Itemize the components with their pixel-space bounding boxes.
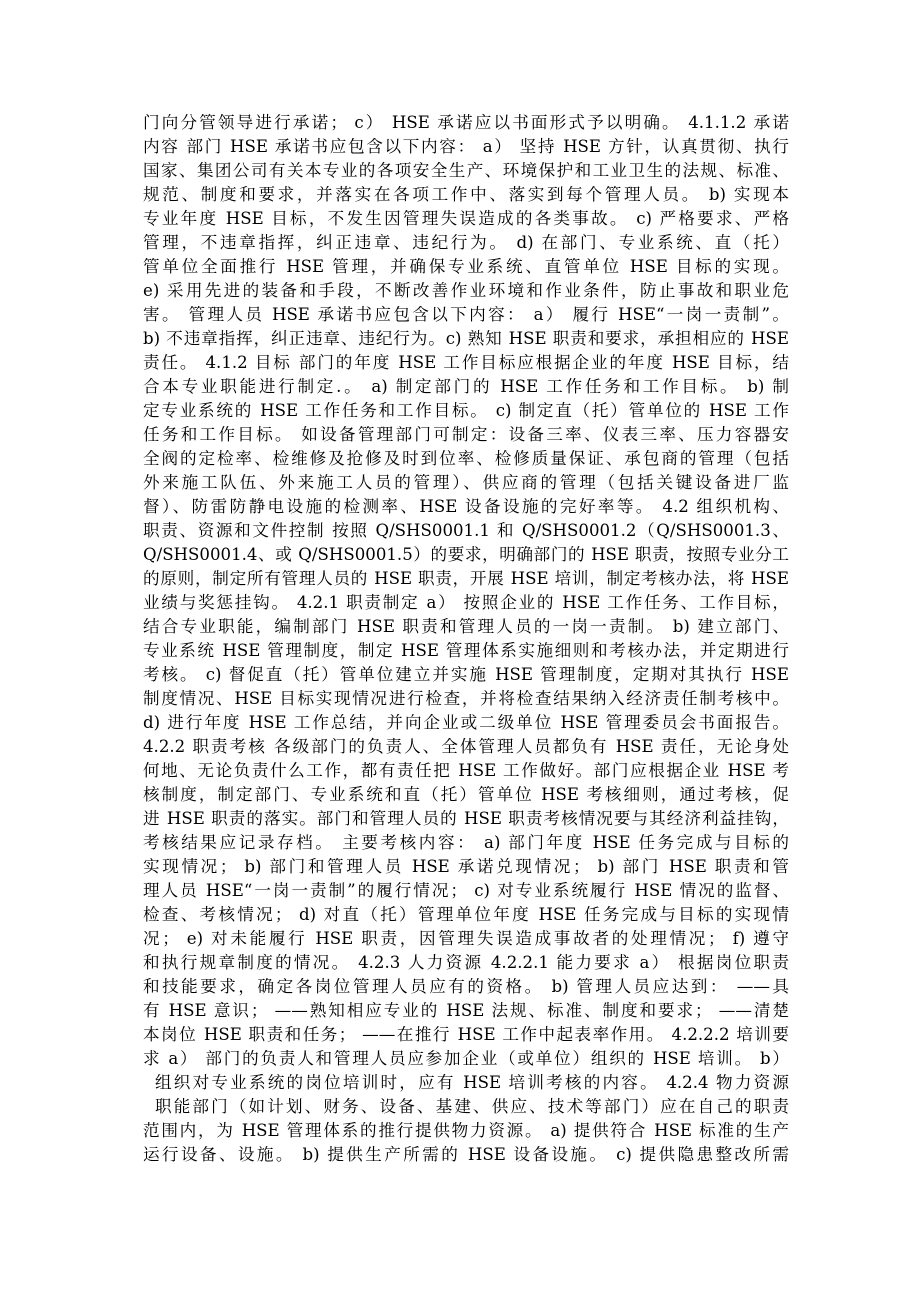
text-line: 专业年度 HSE 目标，不发生因管理失误造成的各类事故。 c) 严格要求、严格 [143,209,789,228]
text-line: d) 进行年度 HSE 工作总结，并向企业或二级单位 HSE 管理委员会书面报告。 [143,713,789,732]
text-line: 运行设备、设施。 b) 提供生产所需的 HSE 设备设施。 c) 提供隐患整改所需 [143,1145,789,1164]
text-line: Q/SHS0001.4、或 Q/SHS0001.5）的要求，明确部门的 HSE 职责，按照专业分工 [143,545,789,564]
text-line: 责任。 4.1.2 目标 部门的年度 HSE 工作目标应根据企业的年度 HSE 目标，结 [143,353,789,372]
text-line: 实现情况； b) 部门和管理人员 HSE 承诺兑现情况； b) 部门 HSE 职责和管 [143,857,789,876]
text-line: 害。 管理人员 HSE 承诺书应包含以下内容： a） 履行 HSE“一岗一责制”。 [143,305,789,324]
text-line: 和执行规章制度的情况。 4.2.3 人力资源 4.2.2.1 能力要求 a） 根据岗位职责 [143,953,789,972]
text-line: 组织对专业系统的岗位培训时，应有 HSE 培训考核的内容。 4.2.4 物力资源 [155,1073,789,1092]
text-line: 定专业系统的 HSE 工作任务和工作目标。 c) 制定直（托）管单位的 HSE 工作 [143,401,789,420]
text-line: 进 HSE 职责的落实。部门和管理人员的 HSE 职责考核情况要与其经济利益挂钩， [143,809,789,828]
text-line: 规范、制度和要求，并落实在各项工作中、落实到每个管理人员。 b) 实现本 [143,185,789,204]
text-line: 考核。 c) 督促直（托）管单位建立并实施 HSE 管理制度，定期对其执行 HSE [143,665,789,684]
text-line: 况； e) 对未能履行 HSE 职责，因管理失误造成事故者的处理情况； f) 遵守 [143,929,789,948]
text-line: 专业系统 HSE 管理制度，制定 HSE 管理体系实施细则和考核办法，并定期进行 [143,641,789,660]
text-line: 的原则，制定所有管理人员的 HSE 职责，开展 HSE 培训，制定考核办法，将 HSE [143,569,789,588]
text-line: 和技能要求，确定各岗位管理人员应有的资格。 b) 管理人员应达到： ——具 [143,977,789,996]
text-line: 制度情况、HSE 目标实现情况进行检查，并将检查结果纳入经济责任制考核中。 [143,689,789,708]
text-line: 门向分管领导进行承诺； c） HSE 承诺应以书面形式予以明确。 4.1.1.2 承诺 [143,113,789,132]
text-line: e) 采用先进的装备和手段，不断改善作业环境和作业条件，防止事故和职业危 [143,281,789,300]
text-line: 核制度，制定部门、专业系统和直（托）管单位 HSE 考核细则，通过考核，促 [143,785,789,804]
text-line: 职能部门（如计划、财务、设备、基建、供应、技术等部门）应在自己的职责 [155,1097,789,1116]
text-line: 本岗位 HSE 职责和任务； ——在推行 HSE 工作中起表率作用。 4.2.2.2 培训要 [143,1025,789,1044]
text-line: 理人员 HSE“一岗一责制”的履行情况； c) 对专业系统履行 HSE 情况的监督、 [143,881,789,900]
text-line: 有 HSE 意识； ——熟知相应专业的 HSE 法规、标准、制度和要求； ——清楚 [143,1001,789,1020]
text-line: 督）、防雷防静电设施的检测率、HSE 设备设施的完好率等。 4.2 组织机构、 [143,497,789,516]
text-line: b) 不违章指挥，纠正违章、违纪行为。c) 熟知 HSE 职责和要求，承担相应的 HSE [143,329,789,348]
text-line: 合本专业职能进行制定.。 a) 制定部门的 HSE 工作任务和工作目标。 b) 制 [143,377,789,396]
text-line: 考核结果应记录存档。 主要考核内容： a) 部门年度 HSE 任务完成与目标的 [143,833,789,852]
text-line: 范围内，为 HSE 管理体系的推行提供物力资源。 a) 提供符合 HSE 标准的生产 [143,1121,789,1140]
text-line: 何地、无论负责什么工作，都有责任把 HSE 工作做好。部门应根据企业 HSE 考 [143,761,789,780]
text-line: 全阀的定检率、检维修及抢修及时到位率、检修质量保证、承包商的管理（包括 [143,449,789,468]
text-line: 结合专业职能，编制部门 HSE 职责和管理人员的一岗一责制。 b) 建立部门、 [143,617,789,636]
text-line: 管理，不违章指挥，纠正违章、违纪行为。 d) 在部门、专业系统、直（托） [143,233,789,252]
text-line: 检查、考核情况； d) 对直（托）管理单位年度 HSE 任务完成与目标的实现情 [143,905,789,924]
text-line: 任务和工作目标。 如设备管理部门可制定：设备三率、仪表三率、压力容器安 [143,425,789,444]
text-line: 职责、资源和文件控制 按照 Q/SHS0001.1 和 Q/SHS0001.2（Q/SHS0001.3、 [143,521,789,540]
text-line: 国家、集团公司有关本专业的各项安全生产、环境保护和工业卫生的法规、标准、 [143,161,789,180]
text-line: 管单位全面推行 HSE 管理，并确保专业系统、直管单位 HSE 目标的实现。 [143,257,789,276]
text-line: 4.2.2 职责考核 各级部门的负责人、全体管理人员都负有 HSE 责任，无论身处 [143,737,789,756]
text-line: 外来施工队伍、外来施工人员的管理）、供应商的管理（包括关键设备进厂监 [143,473,789,492]
text-line: 求 a） 部门的负责人和管理人员应参加企业（或单位）组织的 HSE 培训。 b） [143,1049,789,1068]
text-line: 业绩与奖惩挂钩。 4.2.1 职责制定 a） 按照企业的 HSE 工作任务、工作目标， [143,593,789,612]
text-line: 内容 部门 HSE 承诺书应包含以下内容： a） 坚持 HSE 方针，认真贯彻、执行 [143,137,789,156]
